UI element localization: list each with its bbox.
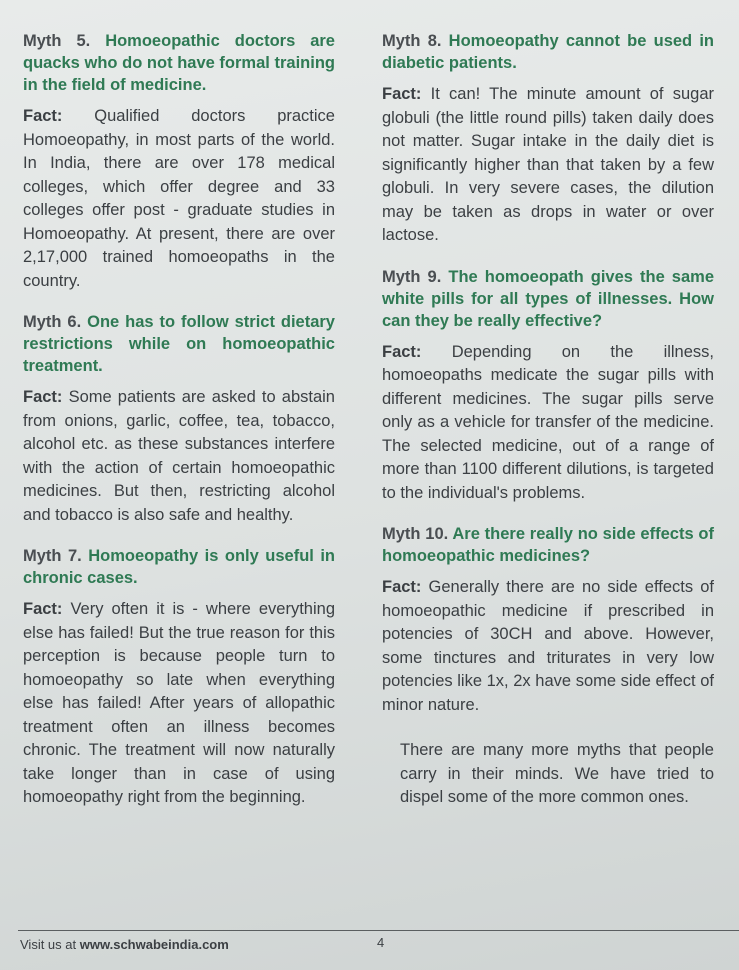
myth-label: Myth 6. bbox=[23, 313, 82, 331]
myth-label: Myth 7. bbox=[23, 547, 82, 565]
myth-label: Myth 5. bbox=[23, 32, 91, 50]
footer-visit-text: Visit us at bbox=[20, 937, 77, 952]
myth-heading bbox=[23, 30, 335, 96]
myth-title: Are there really no side effects of homoeopathic medicines? bbox=[382, 525, 714, 565]
fact-text: Some patients are asked to abstain from onions, garlic, coffee, tea, tobacco, alcohol etc. as these substances interfere with the action of certain homoeopathic medicines. But then, restricting alcohol and tobacco is also safe and healthy. bbox=[23, 388, 335, 524]
fact-label: Fact: bbox=[23, 107, 63, 125]
fact-paragraph bbox=[23, 598, 335, 810]
right-column bbox=[382, 30, 714, 810]
fact-label: Fact: bbox=[382, 578, 422, 596]
myth-title: Homoeopathy cannot be used in diabetic patients. bbox=[382, 32, 714, 72]
footer-divider bbox=[18, 930, 739, 931]
fact-text: Generally there are no side effects of homoeopathic medicine if prescribed in potencies of 30CH and above. However, some tinctures and triturates in very low potencies like 1x, 2x have some side effect of minor nature. bbox=[382, 578, 714, 714]
myth-heading bbox=[382, 30, 714, 74]
myth-label: Myth 10. bbox=[382, 525, 449, 543]
myth-title: The homoeopath gives the same white pills for all types of illnesses. How can they be really effective? bbox=[382, 267, 714, 330]
fact-text: Depending on the illness, homoeopaths medicate the sugar pills with different medicines. The sugar pills serve only as a vehicle for transfer of the medicine. The selected medicine, out of a range of more than 1100 different dilutions, is targeted to the individual's problems. bbox=[382, 342, 714, 502]
fact-paragraph bbox=[23, 105, 335, 293]
myth-heading bbox=[23, 545, 335, 589]
myth-block-7 bbox=[23, 545, 335, 810]
myth-block-6 bbox=[23, 311, 335, 527]
myth-title: One has to follow strict dietary restrictions while on homoeopathic treatment. bbox=[23, 313, 335, 375]
fact-paragraph bbox=[382, 83, 714, 248]
fact-label: Fact: bbox=[382, 85, 422, 103]
fact-label: Fact: bbox=[23, 388, 63, 406]
left-column bbox=[23, 30, 335, 828]
page-number: 4 bbox=[377, 935, 385, 950]
myth-title: Homoeopathic doctors are quacks who do not have formal training in the field of medicine. bbox=[23, 32, 335, 94]
closing-paragraph: There are many more myths that people carry in their minds. We have tried to dispel some of the more common ones. bbox=[400, 741, 714, 806]
myth-heading bbox=[382, 523, 714, 567]
fact-paragraph bbox=[23, 386, 335, 527]
footer-url-link[interactable]: www.schwabeindia.com bbox=[79, 937, 229, 952]
myth-label: Myth 9. bbox=[382, 267, 442, 286]
myth-title: Homoeopathy is only useful in chronic cases. bbox=[23, 547, 335, 587]
myth-block-10 bbox=[382, 523, 714, 717]
fact-paragraph bbox=[382, 576, 714, 717]
myth-block-9 bbox=[382, 266, 714, 506]
fact-text: Very often it is - where everything else has failed! But the true reason for this perception is because people turn to homoeopathy so late when everything else has failed! After years of allopathic treatment often an illness becomes chronic. The treatment will now naturally take longer than in case of using homoeopathy right from the beginning. bbox=[23, 600, 335, 806]
fact-paragraph bbox=[382, 341, 714, 506]
footer-website bbox=[20, 937, 229, 952]
fact-text: Qualified doctors practice Homoeopathy, in most parts of the world. In India, there are over 178 medical colleges, which offer degree and 33 colleges offer post - graduate studies in Homoeopathy. At present, there are over 2,17,000 trained homoeopaths in the country. bbox=[23, 107, 335, 290]
myth-block-8 bbox=[382, 30, 714, 248]
myth-label: Myth 8. bbox=[382, 32, 442, 50]
fact-text: It can! The minute amount of sugar globuli (the little round pills) taken daily does not matter. Sugar intake in the daily diet is significantly higher than that taken by a few globuli. In very severe cases, the dilution may be taken as drops in water or over lactose. bbox=[382, 85, 714, 244]
myth-heading bbox=[382, 266, 714, 332]
myth-block-5 bbox=[23, 30, 335, 293]
myth-heading bbox=[23, 311, 335, 377]
fact-label: Fact: bbox=[23, 600, 63, 618]
fact-label: Fact: bbox=[382, 342, 422, 361]
